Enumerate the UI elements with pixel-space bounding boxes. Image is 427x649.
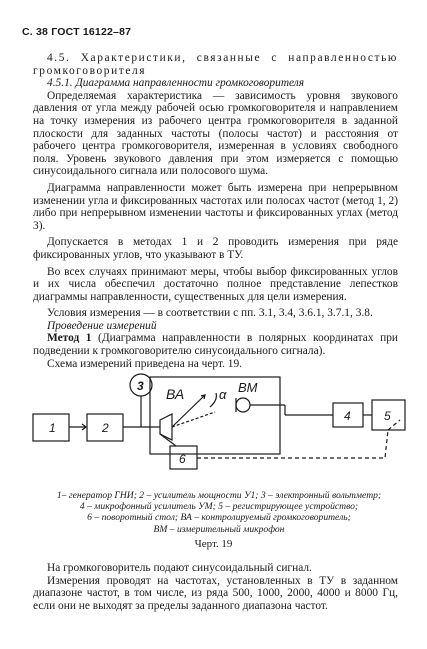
- legend-line-1: 1– генератор ГНИ; 2 – усилитель мощности У1; 3 – электронный вольтметр;: [56, 490, 382, 501]
- label-2: 2: [102, 421, 109, 435]
- figure-label: Черт. 19: [194, 538, 233, 550]
- scheme-reference: Схема измерений приведена на черт. 19.: [47, 357, 243, 370]
- paragraph-definition: Определяемая характеристика — зависимость уровня звукового давления от угла между рабочей осью громкоговорителя и направлением на точку измерения из рабочего центра громкоговорителя в заданной плоскости для заданных частоты (полосы частот) и расстояния от рабочего центра громкоговорителя, измеренная в условиях свободного поля. Уровень звукового давления при этом измеряется с помощью синусоидального сигнала или полосового шума.: [33, 89, 398, 178]
- paragraph-conditions: Условия измерения — в соответствии с пп. 3.1, 3.4, 3.6.1, 3.7.1, 3.8.: [47, 307, 373, 320]
- legend-line-2: 4 – микрофонный усилитель УМ; 5 – регистрирующее устройство;: [79, 501, 359, 513]
- label-1: 1: [49, 421, 56, 435]
- subsection-title: 4.5.1. Диаграмма направленности громкоговорителя: [47, 77, 305, 90]
- label-bm: ВМ: [238, 380, 258, 395]
- figure-legend: [44, 490, 394, 535]
- footer-paragraph-signal: На громкоговоритель подают синусоидальный сигнал.: [47, 562, 312, 574]
- paragraph-measures: Во всех случаях принимают меры, чтобы выбор фиксированных углов и их числа обеспечил достаточно полное представление лепестков диаграммы направленности, существенных для цели измерения.: [33, 265, 398, 303]
- label-5: 5: [384, 409, 391, 423]
- legend-line-3: 6 – поворотный стол; ВА – контролируемый громкоговоритель;: [87, 512, 351, 524]
- footer-paragraph-frequencies: Измерения проводят на частотах, установленных в ТУ в заданном диапазоне частот, в том числе, из ряда 500, 1000, 2000, 4000 и 8000 Гц, если они не выходят за пределы заданного диапазона частот.: [33, 574, 398, 612]
- microphone-symbol: [236, 398, 250, 412]
- section-title: 4.5. Характеристики, связанные с направленностью громкоговорителя: [33, 52, 398, 77]
- label-4: 4: [344, 409, 351, 423]
- method-label: Метод 1: [47, 332, 92, 345]
- legend-line-4: ВМ – измерительный микрофон: [153, 523, 285, 535]
- label-alpha: α: [219, 387, 227, 402]
- paragraph-methods: Диаграмма направленности может быть измерена при непрерывном изменении угла и фиксированных частотах или полосах частот (метод 1, 2) либо при непрерывном изменении частоты и фиксированных углах (метод 3).: [33, 181, 398, 232]
- procedure-heading: Проведение измерений: [47, 319, 157, 332]
- label-3: 3: [137, 379, 144, 393]
- label-va: ВА: [166, 386, 185, 402]
- method-text: (Диаграмма направленности в полярных координатах при подведении к громкоговорителю синусоидального сигнала).: [33, 332, 398, 358]
- paragraph-fixed-angles: Допускается в методах 1 и 2 проводить измерения при ряде фиксированных углов, что указывают в ТУ.: [33, 236, 398, 261]
- footer-body: [33, 562, 398, 612]
- label-6: 6: [179, 452, 186, 466]
- page-header: С. 38 ГОСТ 16122–87: [22, 26, 132, 38]
